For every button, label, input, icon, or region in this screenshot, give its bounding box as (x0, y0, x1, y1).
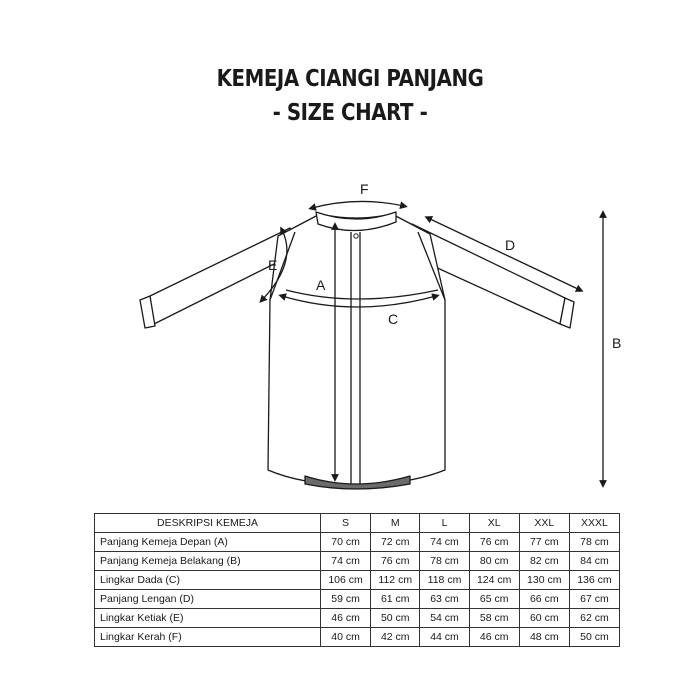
table-cell: 72 cm (371, 533, 420, 552)
label-f: F (360, 181, 369, 197)
table-cell: Panjang Kemeja Depan (A) (95, 533, 321, 552)
table-cell: Lingkar Kerah (F) (95, 628, 321, 647)
table-row (95, 552, 620, 571)
table-cell: 118 cm (420, 571, 469, 590)
header-cell: DESKRIPSI KEMEJA (95, 514, 321, 533)
collar-button (354, 234, 358, 238)
header-cell: XXXL (569, 514, 619, 533)
table-cell: 60 cm (519, 609, 569, 628)
table-cell: 50 cm (371, 609, 420, 628)
label-d: D (505, 237, 516, 253)
table-cell: 67 cm (569, 590, 619, 609)
table-cell: 84 cm (569, 552, 619, 571)
size-table (94, 513, 620, 647)
header-cell: L (420, 514, 469, 533)
table-cell: 106 cm (321, 571, 371, 590)
table-cell: 44 cm (420, 628, 469, 647)
label-b: B (612, 335, 622, 351)
table-cell: 82 cm (519, 552, 569, 571)
table-cell: 63 cm (420, 590, 469, 609)
table-cell: 48 cm (519, 628, 569, 647)
table-cell: 66 cm (519, 590, 569, 609)
table-cell: 112 cm (371, 571, 420, 590)
table-row (95, 628, 620, 647)
header-cell: M (371, 514, 420, 533)
header-cell: S (321, 514, 371, 533)
table-cell: 46 cm (469, 628, 519, 647)
table-cell: Panjang Lengan (D) (95, 590, 321, 609)
table-cell: 78 cm (569, 533, 619, 552)
table-cell: 74 cm (321, 552, 371, 571)
table-cell: 62 cm (569, 609, 619, 628)
table-cell: Lingkar Ketiak (E) (95, 609, 321, 628)
table-cell: 40 cm (321, 628, 371, 647)
table-row (95, 533, 620, 552)
measure-f-arrow (312, 201, 404, 208)
table-cell: 124 cm (469, 571, 519, 590)
table-cell: 54 cm (420, 609, 469, 628)
label-a: A (316, 277, 326, 293)
table-cell: 74 cm (420, 533, 469, 552)
table-cell: 77 cm (519, 533, 569, 552)
table-cell: 78 cm (420, 552, 469, 571)
label-c: C (388, 311, 399, 327)
table-cell: 130 cm (519, 571, 569, 590)
table-cell: 42 cm (371, 628, 420, 647)
table-header-row (95, 514, 620, 533)
table-cell: 70 cm (321, 533, 371, 552)
table-cell: 76 cm (371, 552, 420, 571)
table-cell: 50 cm (569, 628, 619, 647)
table-cell: 136 cm (569, 571, 619, 590)
table-cell: 76 cm (469, 533, 519, 552)
table-cell: 61 cm (371, 590, 420, 609)
table-cell: 46 cm (321, 609, 371, 628)
table-row (95, 609, 620, 628)
header-cell: XL (469, 514, 519, 533)
table-row (95, 590, 620, 609)
table-cell: Panjang Kemeja Belakang (B) (95, 552, 321, 571)
header-cell: XXL (519, 514, 569, 533)
label-e: E (268, 257, 278, 273)
page-title: KEMEJA CIANGI PANJANG (216, 66, 484, 92)
table-cell: 59 cm (321, 590, 371, 609)
page-subtitle: - SIZE CHART - (272, 100, 428, 126)
table-cell: 58 cm (469, 609, 519, 628)
table-cell: Lingkar Dada (C) (95, 571, 321, 590)
table-row (95, 571, 620, 590)
table-cell: 65 cm (469, 590, 519, 609)
shirt-body (268, 214, 445, 486)
table-cell: 80 cm (469, 552, 519, 571)
